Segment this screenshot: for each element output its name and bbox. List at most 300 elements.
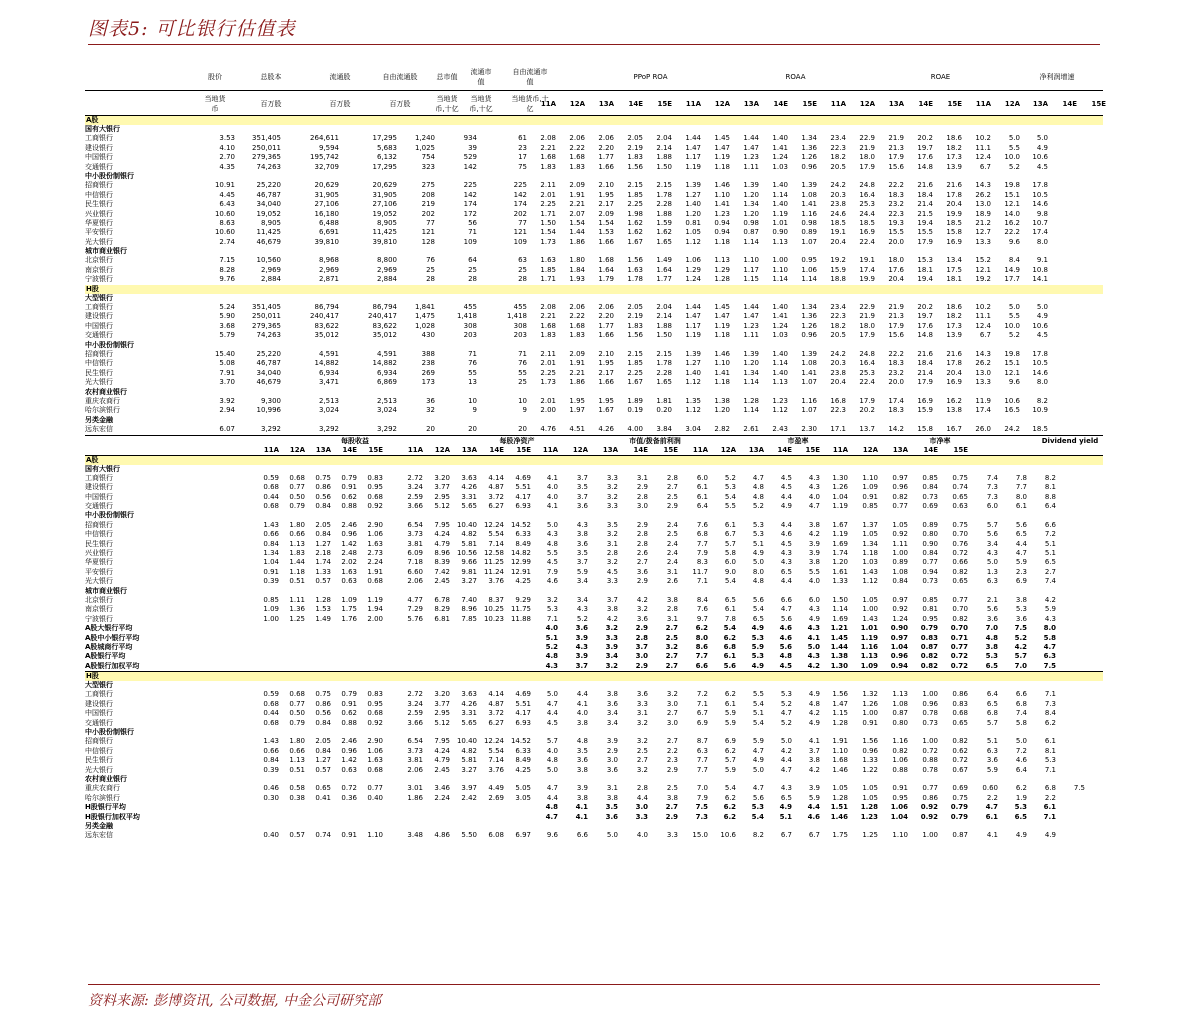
table-cell: 0.72 bbox=[950, 652, 968, 661]
valuation-table bbox=[85, 64, 1106, 841]
table-cell: 3.9 bbox=[808, 549, 820, 558]
table-cell: 3.77 bbox=[434, 699, 450, 708]
table-cell: 22.3 bbox=[888, 209, 904, 218]
table-cell: 5.2 bbox=[1014, 633, 1027, 642]
table-cell: 6.2 bbox=[724, 690, 736, 699]
table-cell: 0.77 bbox=[922, 784, 938, 793]
table-cell: 6.3 bbox=[986, 577, 998, 586]
table-cell: 24.2 bbox=[830, 181, 846, 190]
bank-name: 光大银行 bbox=[85, 765, 113, 774]
hdr-ni-growth: 净利润增速 bbox=[1039, 73, 1075, 81]
table-cell: 0.71 bbox=[950, 633, 968, 642]
table-cell: 15.6 bbox=[888, 162, 904, 171]
table-cell: 5.5 bbox=[808, 567, 820, 576]
table-cell: 2.8 bbox=[636, 492, 648, 501]
table-row bbox=[85, 425, 1103, 435]
table-cell: 1.91 bbox=[832, 737, 848, 746]
table-cell: 1.91 bbox=[569, 359, 585, 368]
table-cell: 1.24 bbox=[772, 153, 788, 162]
table-cell: 5.4 bbox=[751, 812, 764, 821]
table-cell: 5.3 bbox=[751, 803, 764, 812]
table-cell: 0.66 bbox=[263, 530, 279, 539]
table-row bbox=[85, 378, 1103, 387]
table-cell bbox=[203, 634, 281, 643]
table-cell: 2.28 bbox=[656, 368, 672, 377]
table-cell: 0.59 bbox=[263, 690, 279, 699]
table-cell: 10.0 bbox=[1004, 153, 1020, 162]
table-cell: 4.0 bbox=[636, 831, 648, 840]
hdr-mn-shares-3: 百万股 bbox=[389, 100, 411, 108]
table-cell: 3.2 bbox=[636, 765, 648, 774]
table-cell: 17,295 bbox=[372, 134, 397, 143]
table-cell bbox=[203, 652, 281, 661]
table-cell: 0.86 bbox=[315, 699, 331, 708]
table-cell: 1.14 bbox=[743, 378, 759, 387]
table-cell: 3.3 bbox=[636, 699, 648, 708]
table-cell: 22.4 bbox=[859, 378, 875, 387]
table-cell: 0.68 bbox=[367, 492, 383, 501]
table-cell: 21.5 bbox=[917, 209, 933, 218]
table-cell: 1.71 bbox=[540, 209, 556, 218]
table-cell: 5.2 bbox=[1008, 331, 1020, 340]
table-cell: 11,425 bbox=[372, 228, 397, 237]
table-cell: 0.68 bbox=[367, 765, 383, 774]
table-cell: 4.3 bbox=[780, 558, 792, 567]
table-cell: 1.84 bbox=[569, 265, 585, 274]
table-cell: 16.2 bbox=[946, 396, 962, 405]
table-cell: 4,591 bbox=[376, 349, 397, 358]
table-cell: 24.8 bbox=[859, 181, 875, 190]
table-cell: 11,425 bbox=[256, 228, 281, 237]
table-cell: 4.3 bbox=[780, 549, 792, 558]
table-cell: 1.83 bbox=[627, 321, 643, 330]
table-cell: 6.1 bbox=[1015, 502, 1027, 511]
table-cell: 1.63 bbox=[341, 567, 357, 576]
table-cell: 2.14 bbox=[656, 312, 672, 321]
table-cell: 25 bbox=[426, 265, 435, 274]
table-row bbox=[85, 709, 1103, 718]
bank-name: 兴业银行 bbox=[85, 549, 113, 558]
table-cell: 1.16 bbox=[892, 737, 908, 746]
table-cell: 3.0 bbox=[606, 756, 618, 765]
table-cell: 12.4 bbox=[975, 153, 991, 162]
table-cell: 12.58 bbox=[483, 549, 504, 558]
table-cell: 1.39 bbox=[743, 181, 759, 190]
table-cell: 18.8 bbox=[830, 275, 846, 284]
hdr-local-bn-3: 当地货币,十 亿 bbox=[511, 95, 549, 113]
table-row bbox=[85, 359, 1103, 368]
table-cell bbox=[333, 643, 359, 652]
table-cell: 2.8 bbox=[666, 605, 678, 614]
table-cell: 1.23 bbox=[714, 209, 730, 218]
table-cell: 15.1 bbox=[1004, 359, 1020, 368]
table-cell: 2.42 bbox=[461, 793, 477, 802]
table-cell bbox=[359, 652, 385, 661]
table-cell: 3.05 bbox=[515, 793, 531, 802]
table-cell: 7.5 bbox=[1073, 784, 1085, 793]
table-cell: 2.07 bbox=[569, 209, 585, 218]
table-cell: 0.84 bbox=[315, 530, 331, 539]
table-cell: 11.9 bbox=[975, 396, 991, 405]
table-cell: 5.12 bbox=[434, 502, 450, 511]
table-cell: 0.78 bbox=[922, 709, 938, 718]
bank-name: A股中小银行平均 bbox=[85, 633, 140, 642]
table-cell: 0.77 bbox=[952, 595, 968, 604]
table-cell: 1.19 bbox=[685, 162, 701, 171]
table-cell: 1.10 bbox=[714, 190, 730, 199]
table-cell: 3.72 bbox=[488, 492, 504, 501]
table-cell: 9.6 bbox=[1008, 237, 1020, 246]
table-cell: 6.60 bbox=[407, 567, 423, 576]
table-cell: 16.7 bbox=[946, 425, 962, 434]
table-cell: 5.3 bbox=[780, 690, 792, 699]
table-cell: 1.95 bbox=[569, 396, 585, 405]
table-cell: 1.62 bbox=[656, 228, 672, 237]
table-cell: 17.4 bbox=[975, 406, 991, 415]
table-cell: 24.8 bbox=[859, 349, 875, 358]
table-cell: 1.08 bbox=[892, 567, 908, 576]
table-cell: 63 bbox=[518, 256, 527, 265]
grp-pe: 市盈率 bbox=[787, 436, 809, 445]
table-cell: 6.54 bbox=[407, 520, 423, 529]
bank-name: 中信银行 bbox=[85, 530, 113, 539]
table-cell: 2.01 bbox=[540, 396, 556, 405]
table-cell: 3.7 bbox=[576, 473, 588, 482]
table-cell: 2.06 bbox=[598, 134, 614, 143]
table-cell: 0.92 bbox=[892, 530, 908, 539]
table-cell bbox=[385, 813, 425, 822]
table-cell: 3,292 bbox=[260, 425, 281, 434]
table-cell: 18.1 bbox=[917, 265, 933, 274]
bank-name: 中信银行 bbox=[85, 359, 113, 368]
table-cell: 7.1 bbox=[546, 614, 558, 623]
bank-name: 宁波银行 bbox=[85, 614, 113, 623]
table-cell: 323 bbox=[421, 162, 435, 171]
table-cell: 4.4 bbox=[780, 492, 792, 501]
table-cell: 0.89 bbox=[801, 228, 817, 237]
table-cell bbox=[506, 813, 533, 822]
table-cell: 4.3 bbox=[1044, 614, 1056, 623]
table-cell: 203 bbox=[463, 331, 477, 340]
year-label: 14E bbox=[633, 445, 648, 454]
table-cell: 10.25 bbox=[483, 605, 504, 614]
table-cell: 1.09 bbox=[263, 605, 279, 614]
table-cell: 77 bbox=[426, 218, 435, 227]
table-cell: 2.4 bbox=[666, 549, 678, 558]
table-cell: 3.46 bbox=[434, 784, 450, 793]
table-cell: 71 bbox=[518, 349, 527, 358]
table-cell: 17.8 bbox=[946, 190, 962, 199]
table-cell: 0.95 bbox=[367, 699, 383, 708]
table-cell: 0.77 bbox=[289, 483, 305, 492]
table-cell: 7.40 bbox=[461, 595, 477, 604]
table-cell: 20.3 bbox=[830, 190, 846, 199]
table-cell: 6.5 bbox=[986, 699, 998, 708]
table-cell: 1.44 bbox=[569, 228, 585, 237]
table-cell bbox=[281, 624, 307, 633]
table-cell: 6.2 bbox=[723, 633, 736, 642]
table-cell: 4.8 bbox=[545, 652, 558, 661]
table-cell: 0.73 bbox=[922, 577, 938, 586]
table-cell: 21.4 bbox=[917, 200, 933, 209]
table-cell: 5.2 bbox=[752, 502, 764, 511]
table-cell: 20.4 bbox=[946, 368, 962, 377]
table-cell: 4.4 bbox=[576, 690, 588, 699]
table-cell: 9.81 bbox=[461, 567, 477, 576]
table-cell: 20,629 bbox=[314, 181, 339, 190]
table-cell: 9.6 bbox=[1008, 378, 1020, 387]
section-valuation bbox=[85, 456, 1103, 841]
table-cell: 1.05 bbox=[862, 784, 878, 793]
table-cell: 15.0 bbox=[692, 831, 708, 840]
bank-name: 南京银行 bbox=[85, 265, 113, 274]
table-cell: 0.98 bbox=[743, 218, 759, 227]
table-cell: 4.0 bbox=[546, 483, 558, 492]
table-cell: 2.9 bbox=[635, 661, 648, 670]
table-cell: 4.14 bbox=[488, 690, 504, 699]
table-cell: 1.06 bbox=[367, 530, 383, 539]
table-cell: 5.9 bbox=[1015, 558, 1027, 567]
table-cell: 1.14 bbox=[743, 406, 759, 415]
table-cell: 1.44 bbox=[289, 558, 305, 567]
bank-name: 南京银行 bbox=[85, 605, 113, 614]
table-cell: 2.10 bbox=[598, 181, 614, 190]
table-cell: 1.36 bbox=[801, 312, 817, 321]
table-cell: 11.1 bbox=[975, 143, 991, 152]
bank-name: 宁波银行 bbox=[85, 275, 113, 284]
table-cell: 5.1 bbox=[986, 737, 998, 746]
table-cell: 12.24 bbox=[483, 520, 504, 529]
table-cell: 1.19 bbox=[832, 530, 848, 539]
table-cell: 0.65 bbox=[952, 718, 968, 727]
table-cell: 0.59 bbox=[263, 473, 279, 482]
table-cell: 4.8 bbox=[546, 756, 558, 765]
table-cell: 19.1 bbox=[830, 228, 846, 237]
table-cell: 3.4 bbox=[576, 577, 588, 586]
table-cell: 1.50 bbox=[656, 162, 672, 171]
table-row bbox=[85, 605, 1103, 614]
table-cell: 2.59 bbox=[407, 709, 423, 718]
table-cell: 1.88 bbox=[656, 153, 672, 162]
table-cell: 0.80 bbox=[892, 718, 908, 727]
table-cell: 1.18 bbox=[862, 549, 878, 558]
table-cell: 19.2 bbox=[830, 256, 846, 265]
table-cell: 1.06 bbox=[801, 265, 817, 274]
table-cell: 8.0 bbox=[1036, 237, 1048, 246]
table-cell: 529 bbox=[463, 153, 477, 162]
table-cell: 0.72 bbox=[341, 784, 357, 793]
table-cell: 1.10 bbox=[832, 746, 848, 755]
table-cell: 2.7 bbox=[665, 624, 678, 633]
table-cell: 5.7 bbox=[546, 737, 558, 746]
table-cell: 25,220 bbox=[256, 181, 281, 190]
table-cell: 0.81 bbox=[685, 218, 701, 227]
table-cell: 6.8 bbox=[696, 530, 708, 539]
table-cell: 7.4 bbox=[986, 473, 998, 482]
table-cell: 7.7 bbox=[695, 652, 708, 661]
table-cell: 20 bbox=[426, 425, 435, 434]
table-row bbox=[85, 747, 1103, 756]
table-cell: 4.51 bbox=[569, 425, 585, 434]
table-row bbox=[85, 350, 1103, 359]
hdr-price: 股价 bbox=[208, 73, 222, 81]
table-cell: 71 bbox=[468, 349, 477, 358]
table-cell: 0.91 bbox=[341, 699, 357, 708]
table-cell: 269 bbox=[421, 368, 435, 377]
table-cell: 1.63 bbox=[367, 539, 383, 548]
table-cell: 1.00 bbox=[922, 737, 938, 746]
table-cell: 0.81 bbox=[922, 605, 938, 614]
table-cell: 3.0 bbox=[636, 502, 648, 511]
table-cell: 1.83 bbox=[289, 549, 305, 558]
table-cell: 3.77 bbox=[434, 483, 450, 492]
table-cell: 3.92 bbox=[219, 396, 235, 405]
table-cell: 19.9 bbox=[946, 209, 962, 218]
table-cell bbox=[307, 643, 333, 652]
table-cell: 10,560 bbox=[256, 256, 281, 265]
table-cell: 5.4 bbox=[724, 577, 736, 586]
table-cell: 5.50 bbox=[461, 831, 477, 840]
table-cell: 1.46 bbox=[714, 349, 730, 358]
table-cell: 5.7 bbox=[1014, 652, 1027, 661]
table-cell: 8.8 bbox=[1044, 492, 1056, 501]
table-cell: 4.24 bbox=[434, 530, 450, 539]
table-cell: 4.3 bbox=[808, 483, 820, 492]
table-cell: 1.19 bbox=[772, 209, 788, 218]
table-cell: 0.85 bbox=[922, 595, 938, 604]
hdr-free-float: 自由流通股 bbox=[382, 73, 418, 81]
table-cell: 5.7 bbox=[724, 539, 736, 548]
table-cell: 12.91 bbox=[510, 567, 531, 576]
grp-ppop: 市值/拨备前利润 bbox=[629, 436, 681, 445]
table-cell: 6.9 bbox=[696, 718, 708, 727]
table-cell: 6.9 bbox=[1015, 577, 1027, 586]
year-label: 13A bbox=[892, 445, 908, 454]
table-cell: 0.95 bbox=[892, 793, 908, 802]
table-cell: 1.67 bbox=[832, 520, 848, 529]
table-cell: 6,488 bbox=[318, 218, 339, 227]
table-cell: 15.9 bbox=[917, 406, 933, 415]
table-cell: 2.7 bbox=[666, 737, 678, 746]
table-cell: 22.2 bbox=[888, 181, 904, 190]
table-cell: 2.10 bbox=[598, 349, 614, 358]
table-cell: 5.1 bbox=[1044, 539, 1056, 548]
table-cell: 4.1 bbox=[986, 831, 998, 840]
table-cell: 0.70 bbox=[950, 624, 968, 633]
table-cell: 4.4 bbox=[1015, 539, 1027, 548]
table-cell: 5.3 bbox=[752, 530, 764, 539]
table-cell bbox=[281, 643, 307, 652]
table-cell: 5.4 bbox=[723, 624, 736, 633]
table-cell: 3.0 bbox=[635, 652, 648, 661]
group-heading: 大型银行 bbox=[85, 293, 113, 302]
bank-name: 民生银行 bbox=[85, 200, 113, 209]
table-cell: 1.05 bbox=[862, 530, 878, 539]
table-cell: 5.5 bbox=[1008, 312, 1020, 321]
table-cell: 7.3 bbox=[1044, 699, 1056, 708]
table-cell: 0.84 bbox=[315, 718, 331, 727]
table-cell: 1.00 bbox=[772, 256, 788, 265]
table-cell: 1.66 bbox=[598, 331, 614, 340]
table-cell: 5.6 bbox=[752, 595, 764, 604]
table-cell: 1.15 bbox=[743, 275, 759, 284]
table-cell: 1.75 bbox=[341, 605, 357, 614]
table-cell: 1.04 bbox=[832, 492, 848, 501]
table-cell: 1.95 bbox=[598, 190, 614, 199]
table-cell: 1.65 bbox=[656, 378, 672, 387]
table-cell: 5.7 bbox=[986, 520, 998, 529]
table-cell: 1.46 bbox=[830, 812, 848, 821]
table-cell: 8.0 bbox=[695, 633, 708, 642]
table-cell: 21.9 bbox=[888, 303, 904, 312]
table-cell: 5.05 bbox=[515, 784, 531, 793]
table-cell: 1.62 bbox=[627, 228, 643, 237]
table-cell: 0.75 bbox=[952, 473, 968, 482]
table-cell: 6.07 bbox=[219, 425, 235, 434]
table-cell: 21.3 bbox=[888, 143, 904, 152]
table-cell: 6.3 bbox=[696, 746, 708, 755]
table-cell: 22.4 bbox=[859, 237, 875, 246]
table-cell: 6.1 bbox=[696, 483, 708, 492]
table-cell: 2.15 bbox=[627, 349, 643, 358]
table-cell: 1.26 bbox=[862, 699, 878, 708]
table-cell: 17.3 bbox=[946, 153, 962, 162]
table-cell: 1.19 bbox=[832, 502, 848, 511]
table-cell: 15.8 bbox=[917, 425, 933, 434]
table-row bbox=[85, 577, 1103, 586]
table-cell: 0.69 bbox=[922, 502, 938, 511]
table-cell: 10.9 bbox=[1032, 406, 1048, 415]
table-cell: 10,996 bbox=[256, 406, 281, 415]
table-cell: 2.24 bbox=[434, 793, 450, 802]
table-cell: 0.92 bbox=[920, 812, 938, 821]
table-cell: 0.96 bbox=[341, 530, 357, 539]
table-cell: 2.95 bbox=[434, 709, 450, 718]
table-row bbox=[85, 474, 1103, 483]
table-cell: 26.2 bbox=[975, 359, 991, 368]
table-cell: 7.9 bbox=[696, 549, 708, 558]
table-cell: 1.30 bbox=[830, 661, 848, 670]
table-cell: 5.65 bbox=[461, 502, 477, 511]
table-cell: 18.9 bbox=[975, 209, 991, 218]
table-cell: 23.4 bbox=[830, 134, 846, 143]
table-cell: 0.94 bbox=[922, 567, 938, 576]
table-cell: 3,292 bbox=[376, 425, 397, 434]
table-cell: 11.25 bbox=[483, 558, 504, 567]
table-cell: 14.9 bbox=[1004, 265, 1020, 274]
table-cell: 1.46 bbox=[832, 765, 848, 774]
table-cell: 225 bbox=[513, 181, 527, 190]
table-cell: 4.5 bbox=[1036, 331, 1048, 340]
year-label: 14E bbox=[1062, 100, 1077, 108]
table-cell: 1.14 bbox=[772, 275, 788, 284]
table-cell: 10.6 bbox=[1032, 321, 1048, 330]
table-cell: 1,025 bbox=[414, 143, 435, 152]
table-cell: 76 bbox=[518, 359, 527, 368]
table-cell: 1.78 bbox=[656, 359, 672, 368]
table-cell: 2.15 bbox=[656, 181, 672, 190]
table-cell: 2.2 bbox=[666, 746, 678, 755]
table-cell: 0.83 bbox=[367, 690, 383, 699]
table-cell: 1.13 bbox=[772, 237, 788, 246]
table-cell: 6.33 bbox=[515, 746, 531, 755]
table-cell: 1.25 bbox=[862, 831, 878, 840]
table-cell: 0.68 bbox=[952, 709, 968, 718]
table-row bbox=[85, 737, 1103, 746]
table-cell: 4.7 bbox=[985, 803, 998, 812]
table-cell: 6.1 bbox=[723, 652, 736, 661]
table-cell: 2.7 bbox=[665, 652, 678, 661]
